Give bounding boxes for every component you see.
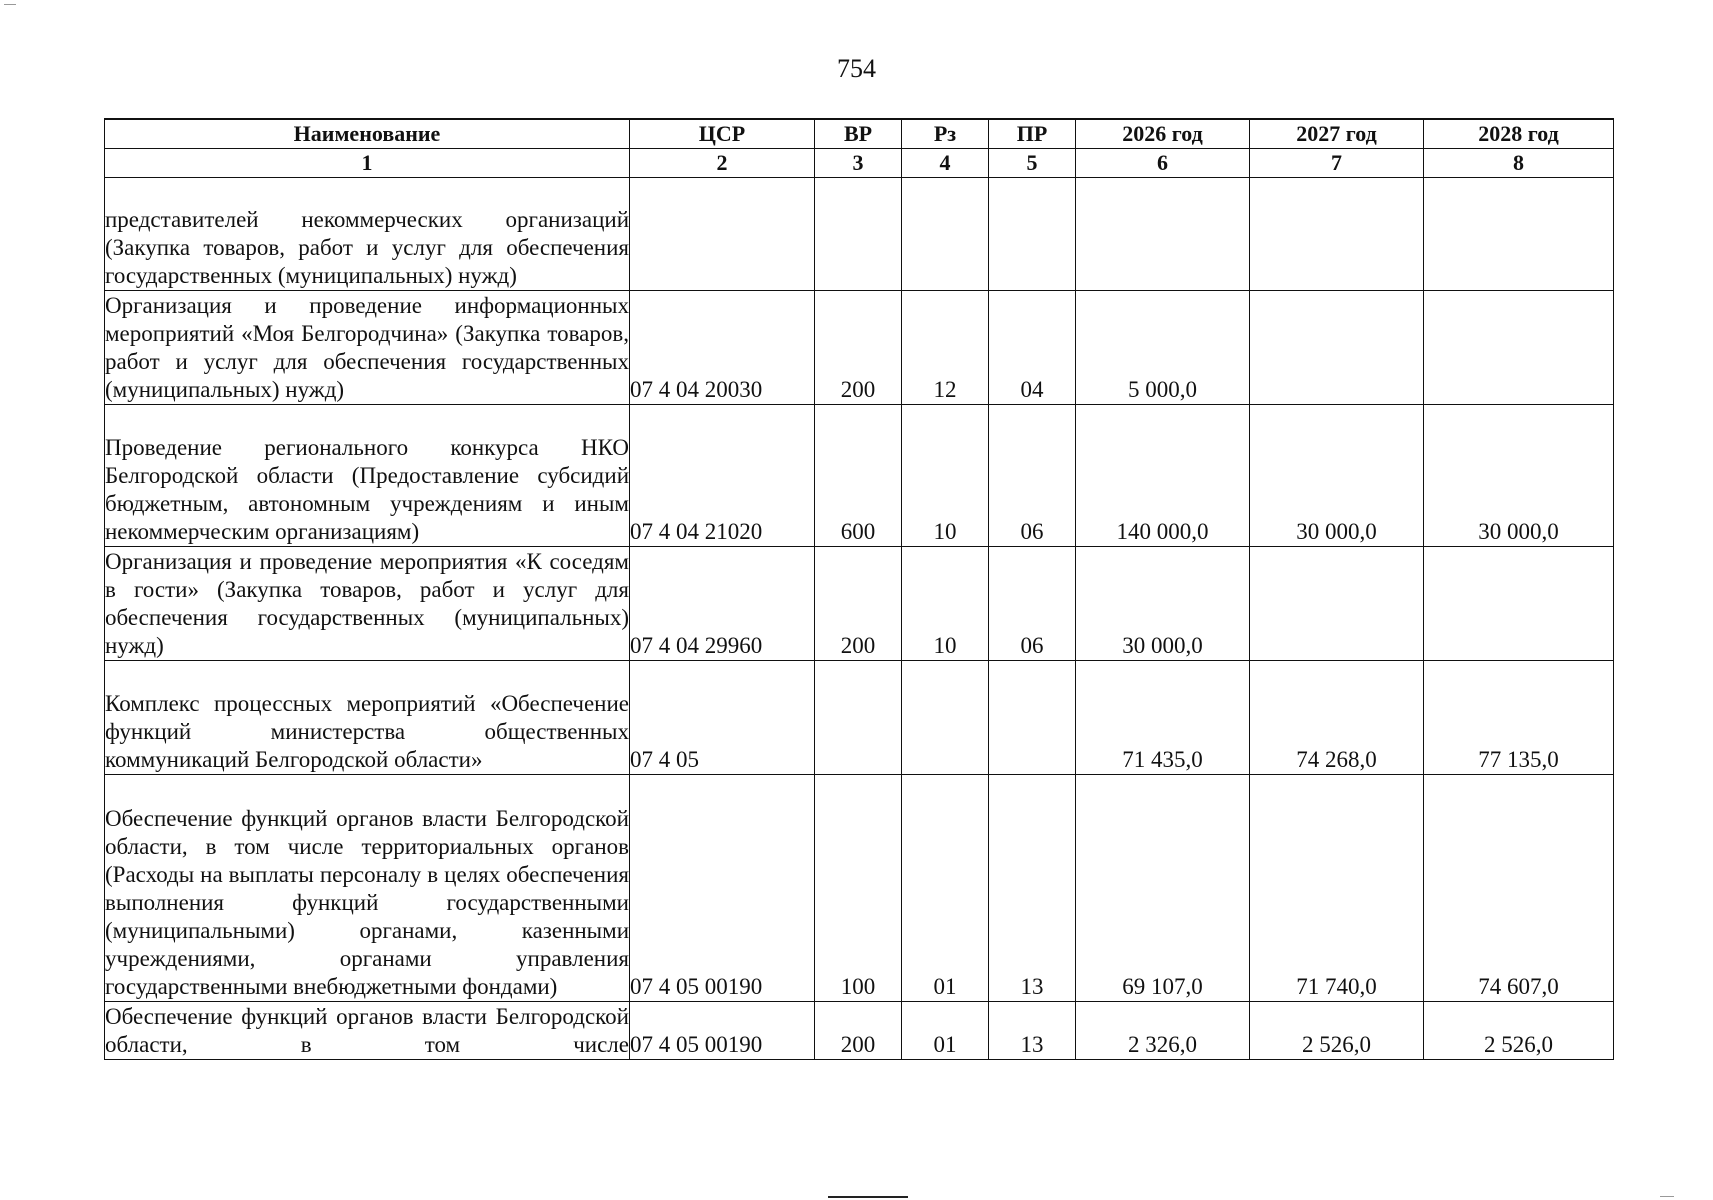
row-2026: 69 107,0: [1076, 775, 1250, 1002]
row-csr: [630, 178, 815, 291]
row-csr: 07 4 04 21020: [630, 405, 815, 547]
column-number: 8: [1424, 149, 1614, 178]
row-csr: 07 4 04 29960: [630, 547, 815, 661]
row-vr: 100: [815, 775, 902, 1002]
table-row: [105, 775, 1614, 1002]
row-name: Комплекс процессных мероприятий «Обеспечение функций министерства общественных коммуникаций Белгородской области»: [105, 661, 630, 775]
header-2027: 2027 год: [1250, 119, 1424, 149]
header-2028: 2028 год: [1424, 119, 1614, 149]
row-pr: 13: [989, 775, 1076, 1002]
row-vr: 200: [815, 291, 902, 405]
row-2028: [1424, 291, 1614, 405]
row-2027: 71 740,0: [1250, 775, 1424, 1002]
scan-mark: [4, 4, 16, 5]
row-2026: 2 326,0: [1076, 1002, 1250, 1060]
header-pr: ПР: [989, 119, 1076, 149]
table-row: [105, 291, 1614, 405]
row-name: Проведение регионального конкурса НКО Белгородской области (Предоставление субсидий бюджетным, автономным учреждениям и иным некоммерческим организациям): [105, 405, 630, 547]
header-row: [105, 119, 1614, 149]
row-name: Организация и проведение мероприятия «К соседям в гости» (Закупка товаров, работ и услуг для обеспечения государственных (муниципальных) нужд): [105, 547, 630, 661]
row-pr: 04: [989, 291, 1076, 405]
row-name: Обеспечение функций органов власти Белгородской области, в том числе: [105, 1002, 630, 1060]
row-rz: 12: [902, 291, 989, 405]
row-2027: [1250, 178, 1424, 291]
page-number: 754: [837, 54, 876, 83]
row-2026: 30 000,0: [1076, 547, 1250, 661]
row-vr: [815, 661, 902, 775]
row-2028: 30 000,0: [1424, 405, 1614, 547]
table-row: [105, 661, 1614, 775]
row-name: Организация и проведение информационных мероприятий «Моя Белгородчина» (Закупка товаров, работ и услуг для обеспечения государственных (муниципальных) нужд): [105, 291, 630, 405]
row-pr: 06: [989, 547, 1076, 661]
row-vr: [815, 178, 902, 291]
row-csr: 07 4 05: [630, 661, 815, 775]
row-pr: [989, 661, 1076, 775]
row-2027: 74 268,0: [1250, 661, 1424, 775]
row-name: Обеспечение функций органов власти Белгородской области, в том числе территориальных органов (Расходы на выплаты персоналу в целях обеспечения выполнения функций государственными (муниципальными) органами, казенными учреждениями, органами управления государственными внебюджетными фондами): [105, 775, 630, 1002]
row-2026: [1076, 178, 1250, 291]
table-row: [105, 405, 1614, 547]
header-2026: 2026 год: [1076, 119, 1250, 149]
row-2028: 74 607,0: [1424, 775, 1614, 1002]
column-number: 2: [630, 149, 815, 178]
row-pr: 06: [989, 405, 1076, 547]
row-name: представителей некоммерческих организаций (Закупка товаров, работ и услуг для обеспечения государственных (муниципальных) нужд): [105, 178, 630, 291]
row-rz: 01: [902, 775, 989, 1002]
row-2026: 71 435,0: [1076, 661, 1250, 775]
row-csr: 07 4 05 00190: [630, 775, 815, 1002]
column-number: 7: [1250, 149, 1424, 178]
table-row: [105, 547, 1614, 661]
row-vr: 200: [815, 1002, 902, 1060]
row-2026: 5 000,0: [1076, 291, 1250, 405]
row-csr: 07 4 05 00190: [630, 1002, 815, 1060]
column-number: 6: [1076, 149, 1250, 178]
header-vr: ВР: [815, 119, 902, 149]
row-vr: 600: [815, 405, 902, 547]
header-name: Наименование: [105, 119, 630, 149]
row-vr: 200: [815, 547, 902, 661]
header-rz: Рз: [902, 119, 989, 149]
row-2027: [1250, 291, 1424, 405]
row-pr: [989, 178, 1076, 291]
bottom-rule: [828, 1196, 908, 1198]
row-rz: [902, 178, 989, 291]
row-2027: [1250, 547, 1424, 661]
row-2027: 30 000,0: [1250, 405, 1424, 547]
row-2028: 2 526,0: [1424, 1002, 1614, 1060]
budget-table: [104, 118, 1614, 1060]
row-2028: [1424, 547, 1614, 661]
header-csr: ЦСР: [630, 119, 815, 149]
column-number: 3: [815, 149, 902, 178]
table-row: [105, 178, 1614, 291]
row-rz: [902, 661, 989, 775]
row-rz: 01: [902, 1002, 989, 1060]
row-2027: 2 526,0: [1250, 1002, 1424, 1060]
row-2026: 140 000,0: [1076, 405, 1250, 547]
scan-mark: [1660, 1196, 1674, 1197]
row-rz: 10: [902, 405, 989, 547]
row-2028: [1424, 178, 1614, 291]
row-pr: 13: [989, 1002, 1076, 1060]
column-number: 4: [902, 149, 989, 178]
row-rz: 10: [902, 547, 989, 661]
column-number: 5: [989, 149, 1076, 178]
row-csr: 07 4 04 20030: [630, 291, 815, 405]
row-2028: 77 135,0: [1424, 661, 1614, 775]
column-number-row: [105, 149, 1614, 178]
table-row: [105, 1002, 1614, 1060]
column-number: 1: [105, 149, 630, 178]
